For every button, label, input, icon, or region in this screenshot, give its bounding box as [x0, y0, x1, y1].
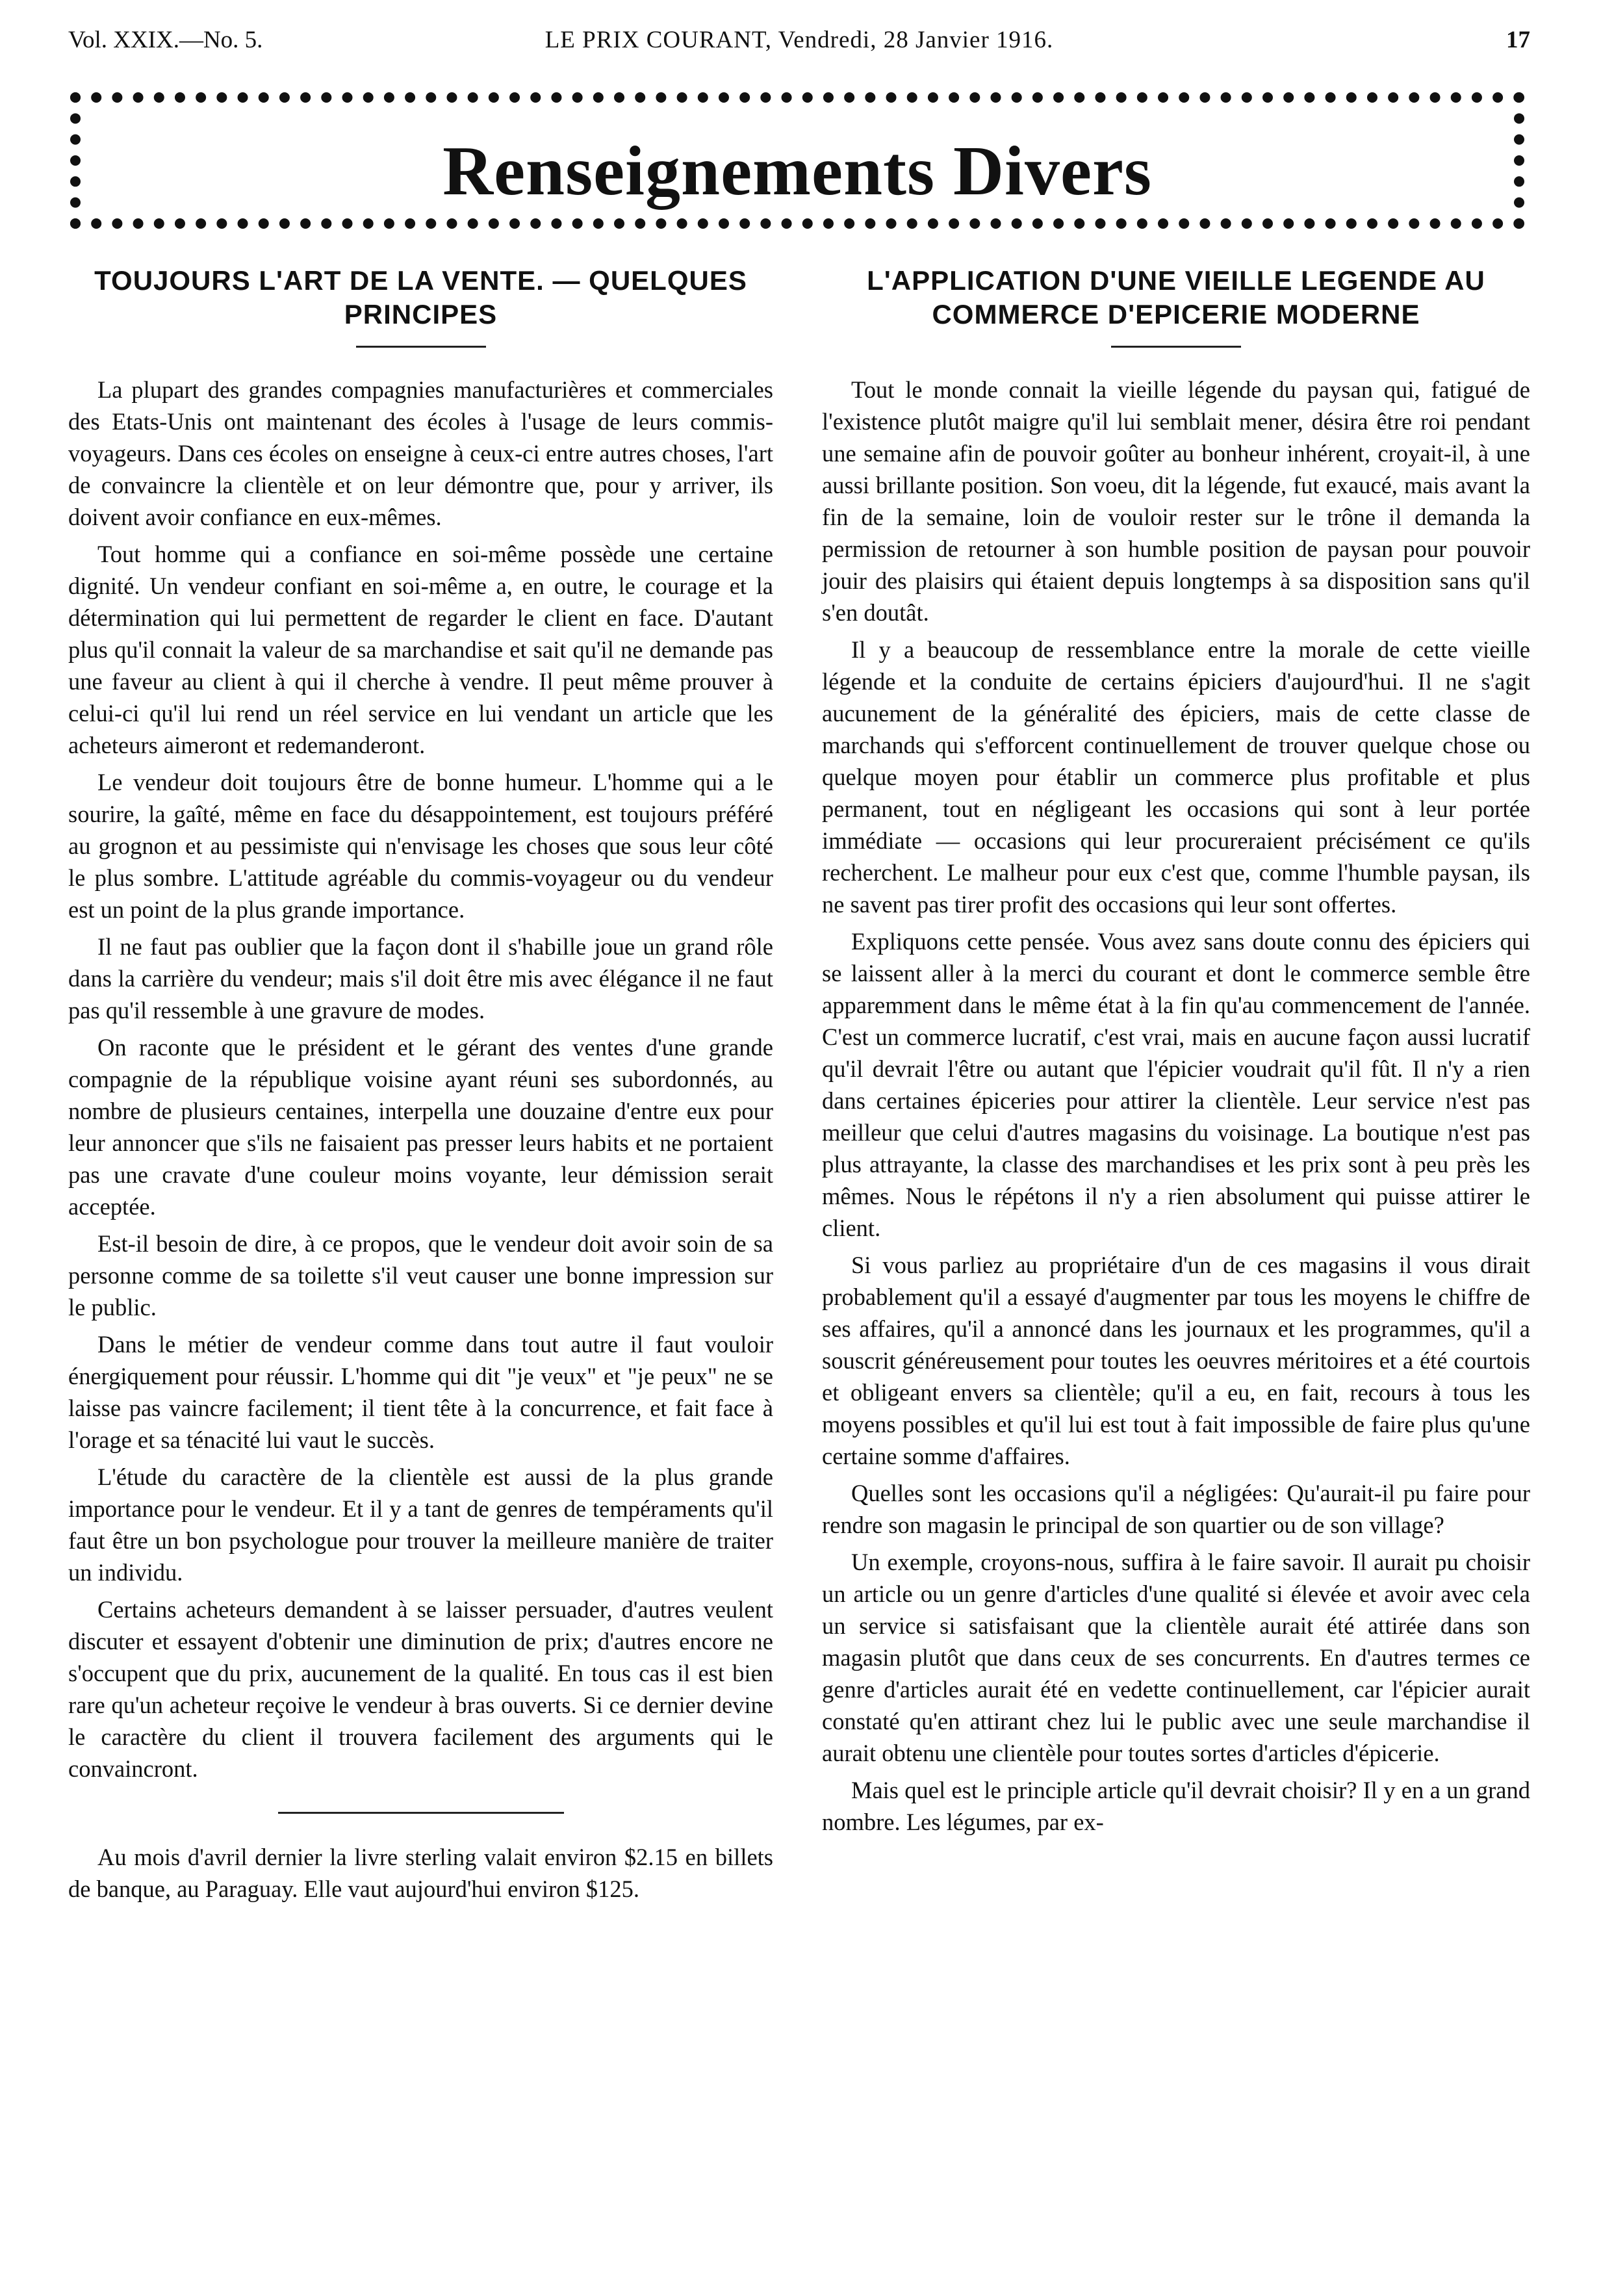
volume-number: Vol. XXIX.—No. 5. [68, 27, 263, 53]
paragraph: Expliquons cette pensée. Vous avez sans doute connu des épiciers qui se laissent aller à la merci du courant et dont le commerce semble être apparemment dans le même état à la fin qu'au commencement de l'année. C'est un commerce lucratif, c'est vrai, mais en aucune façon aussi lucratif qu'il devrait l'être ou autant que l'épicier voudrait qu'il fût. Il n'y a rien dans certaines épiceries pour attirer la clientèle. Leur service n'est pas meilleur que celui d'autres magasins du voisinage. La boutique n'est pas plus attrayante, la classe des marchandises et les prix sont à peu près les mêmes. Nous le répétons il n'y a rien absolument qui puisse attirer le client. [822, 928, 1530, 1241]
paragraph: Quelles sont les occasions qu'il a négligées: Qu'aurait-il pu faire pour rendre son magasin le principal de son quartier ou de son village? [822, 1480, 1530, 1538]
right-heading-line: COMMERCE D'EPICERIE MODERNE [932, 299, 1420, 329]
left-article-heading [68, 264, 773, 331]
right-heading-line: L'APPLICATION D'UNE VIEILLE LEGENDE AU [867, 265, 1485, 296]
running-header [68, 26, 1530, 60]
publication-title: LE PRIX COURANT, Vendredi, 28 Janvier 1916. [544, 27, 1054, 53]
paragraph: Si vous parliez au propriétaire d'un de ces magasins il vous dirait probablement qu'il a essayé d'augmenter par tous les moyens le chiffre de ses affaires, qu'il a annoncé dans les journaux et les programmes, qu'il a souscrit généreusement pour toutes les oeuvres méritoires et a été courtois et obligeant envers sa clientèle; qu'il a eu, en fait, recours à tous les moyens possibles et qu'il lui est tout à fait impossible de faire plus qu'une certaine somme d'affaires. [822, 1252, 1530, 1469]
news-note: Au mois d'avril dernier la livre sterling valait environ $2.15 en billets de banque, au Paraguay. Elle vaut aujourd'hui environ $125. [68, 1844, 773, 1902]
paragraph: Tout le monde connait la vieille légende du paysan qui, fatigué de l'existence plutôt maigre qu'il lui semblait mener, désira être roi pendant une semaine afin de pouvoir goûter au bonheur inhérent, croyait-il, à une aussi brillante position. Son voeu, dit la légende, fut exaucé, mais avant la fin de la semaine, loin de vouloir rester sur le trône il demanda la permission de retourner à son humble position de paysan pour pouvoir jouir des plaisirs qui étaient depuis longtemps à sa disposition sans qu'il s'en doutât. [822, 376, 1530, 626]
section-banner [70, 92, 1524, 229]
paragraph: L'étude du caractère de la clientèle est aussi de la plus grande importance pour le vendeur. Et il y a tant de genres de tempéraments qu'il faut être un bon psychologue pour trouver la meilleure manière de traiter un individu. [68, 1464, 773, 1586]
paragraph: La plupart des grandes compagnies manufacturières et commerciales des Etats-Unis ont maintenant des écoles à l'usage de leurs commis-voyageurs. Dans ces écoles on enseigne à ceux-ci entre autres choses, l'art de convaincre la clientèle et on leur démontre que, pour y arriver, ils doivent avoir confiance en eux-mêmes. [68, 376, 773, 530]
paragraph: Est-il besoin de dire, à ce propos, que le vendeur doit avoir soin de sa personne comme de sa toilette s'il veut causer une bonne impression sur le public. [68, 1230, 773, 1321]
left-heading-line: PRINCIPES [344, 299, 498, 329]
page-number: 17 [1506, 27, 1530, 53]
left-heading-line: TOUJOURS L'ART DE LA VENTE. — QUELQUES [94, 265, 747, 296]
paragraph: Le vendeur doit toujours être de bonne humeur. L'homme qui a le sourire, la gaîté, même en face du désappointement, est toujours préféré au grognon et au pessimiste qui n'envisage les choses que sous leur côté le plus sombre. L'attitude agréable du commis-voyageur ou du vendeur est un point de la plus grande importance. [68, 769, 773, 923]
paragraph: Mais quel est le principle article qu'il devrait choisir? Il y en a un grand nombre. Les légumes, par ex- [822, 1777, 1530, 1835]
paragraph: Certains acheteurs demandent à se laisser persuader, d'autres veulent discuter et essayent d'obtenir une diminution de prix; d'autres encore ne s'occupent que du prix, aucunement de la qualité. En tous cas il est bien rare qu'un acheteur reçoive le vendeur à bras ouverts. Si ce dernier devine le caractère du client il trouvera facilement des arguments qui le convaincront. [68, 1596, 773, 1782]
section-title: Renseignements Divers [442, 133, 1152, 210]
paragraph: Un exemple, croyons-nous, suffira à le faire savoir. Il aurait pu choisir un article ou un genre d'articles d'une qualité si élevée et avoir avec cela un service si satisfaisant que la clientèle aurait été attirée dans son magasin plutôt que dans ceux de ses concurrents. En d'autres termes ce genre d'articles aurait été en vedette continuellement, car l'épicier aurait constaté qu'en attirant chez lui le public avec une seule marchandise il aurait obtenu une clientèle pour toutes sortes d'articles d'épicerie. [822, 1549, 1530, 1766]
paragraph: On raconte que le président et le gérant des ventes d'une grande compagnie de la république voisine ayant réuni ses subordonnés, au nombre de plusieurs centaines, interpella une douzaine d'entre eux pour leur annoncer que s'ils ne faisaient pas presser leurs habits et ne portaient pas une cravate d'une couleur moins voyante, leur démission serait acceptée. [68, 1034, 773, 1220]
heading-rule [356, 346, 486, 348]
left-column [68, 264, 773, 1910]
section-separator [278, 1812, 564, 1814]
paragraph: Dans le métier de vendeur comme dans tout autre il faut vouloir énergiquement pour réussir. L'homme qui dit "je veux" et "je peux" ne se laisse pas vaincre facilement; il tient tête à la concurrence, et fait face à l'orage et sa ténacité lui vaut le succès. [68, 1331, 773, 1453]
heading-rule [1111, 346, 1241, 348]
right-article-heading [822, 264, 1530, 331]
right-column [822, 264, 1530, 1843]
paragraph: Il ne faut pas oublier que la façon dont il s'habille joue un grand rôle dans la carrière du vendeur; mais s'il doit être mis avec élégance il ne faut pas qu'il ressemble à une gravure de modes. [68, 933, 773, 1024]
paragraph: Tout homme qui a confiance en soi-même possède une certaine dignité. Un vendeur confiant en soi-même a, en outre, le courage et la détermination qui lui permettent de regarder le client en face. D'autant plus qu'il connait la valeur de sa marchandise et sait qu'il ne demande pas une faveur au client à qui il cherche à vendre. Il peut même prouver à celui-ci qu'il lui rend un réel service en lui vendant un article que les acheteurs aimeront et redemanderont. [68, 541, 773, 758]
paragraph: Il y a beaucoup de ressemblance entre la morale de cette vieille légende et la conduite de certains épiciers d'aujourd'hui. Il ne s'agit aucunement de la généralité des épiciers, mais de cette classe de marchands qui s'efforcent continuellement de trouver quelque chose ou quelque moyen pour établir un commerce plus profitable et plus permanent, tout en négligeant les occasions qui sont à leur portée immédiate — occasions qui leur procureraient précisément ce qu'ils recherchent. Le malheur pour eux c'est que, comme l'humble paysan, ils ne savent pas tirer profit des occasions qui leur sont offertes. [822, 636, 1530, 918]
